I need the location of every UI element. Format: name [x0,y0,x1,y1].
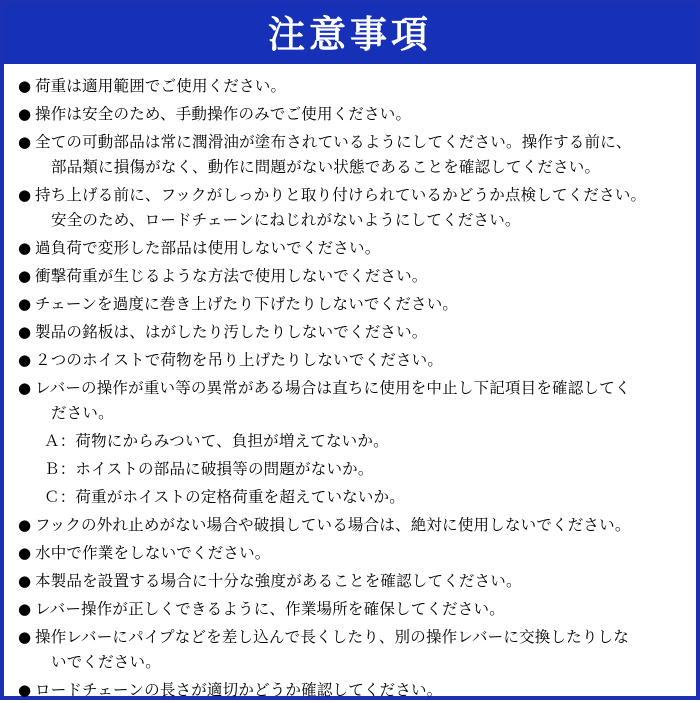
sub-list-item-text: Ａ：荷物にからみついて、負担が増えてないか。 [44,432,389,450]
list-item-line: 安全のため、ロードチェーンにねじれがないようにしてください。 [51,211,521,229]
list-item-text: チェーンを過度に巻き上げたり下げたりしないでください。 [35,295,459,313]
list-item [18,376,684,426]
bullet-icon: ● [18,600,32,618]
bullet-icon: ● [18,544,32,562]
page-header [4,4,696,64]
sub-list-item [18,457,684,482]
list-item [18,541,684,566]
list-item [18,625,684,675]
list-item [18,597,684,622]
list-item-text [35,130,684,180]
list-item-text [35,376,684,426]
bullet-icon: ● [18,572,32,590]
list-item-text: 衝撃荷重が生じるような方法で使用しないでください。 [35,267,428,285]
list-item-text: 水中で作業をしないでください。 [35,544,271,562]
list-item [18,236,684,261]
list-item-text: 荷重は適用範囲でご使用ください。 [35,77,287,95]
page-title: 注意事項 [268,12,432,56]
list-item [18,292,684,317]
list-item-line: いでください。 [51,653,161,671]
bullet-icon: ● [18,379,32,397]
sub-list-item-text: Ｂ：ホイストの部品に破損等の問題がないか。 [44,460,374,478]
list-item-line: 部品類に損傷がなく、動作に問題がない状態であることを確認してください。 [51,158,601,176]
bullet-icon: ● [18,351,32,369]
list-item [18,678,684,703]
list-item [18,183,684,233]
list-item-text [35,183,684,233]
sub-list-item-text: Ｃ：荷重がホイストの定格荷重を超えていないか。 [44,488,405,506]
bullet-icon: ● [18,628,32,646]
list-item [18,74,684,99]
bullet-icon: ● [18,133,32,151]
list-item-text [35,625,684,675]
bullet-icon: ● [18,516,32,534]
bullet-icon: ● [18,77,32,95]
notice-body [4,64,696,703]
bullet-icon: ● [18,295,32,313]
list-item [18,320,684,345]
bullet-icon: ● [18,267,32,285]
list-item [18,264,684,289]
list-item [18,569,684,594]
list-item-text: フックの外れ止めがない場合や破損している場合は、絶対に使用しないでください。 [35,516,631,534]
list-item-line: 持ち上げる前に、フックがしっかりと取り付けられているかどうか点検してください。 [35,186,647,204]
list-item-text: レバー操作が正しくできるように、作業場所を確保してください。 [35,600,505,618]
list-item-line: ださい。 [51,404,114,422]
sub-list-item [18,485,684,510]
list-item [18,513,684,538]
list-item-line: レバーの操作が重い等の異常がある場合は直ちに使用を中止し下記項目を確認してく [35,379,631,397]
list-item-text: ロードチェーンの長さが適切かどうか確認してください。 [35,681,443,699]
list-item-line: 全ての可動部品は常に潤滑油が塗布されているようにしてください。操作する前に、 [35,133,632,151]
list-item [18,348,684,373]
list-item [18,102,684,127]
bullet-icon: ● [18,681,32,699]
list-item [18,130,684,180]
list-item-text: 本製品を設置する場合に十分な強度があることを確認してください。 [35,572,522,590]
sub-list-item [18,429,684,454]
list-item-text: 操作は安全のため、手動操作のみでご使用ください。 [35,105,412,123]
list-item-text: ２つのホイストで荷物を吊り上げたりしないでください。 [35,351,444,369]
bullet-icon: ● [18,105,32,123]
bullet-icon: ● [18,239,32,257]
list-item-text: 過負荷で変形した部品は使用しないでください。 [35,239,381,257]
list-item-text: 製品の銘板は、はがしたり汚したりしないでください。 [35,323,428,341]
bullet-icon: ● [18,323,32,341]
bullet-icon: ● [18,186,32,204]
list-item-line: 操作レバーにパイプなどを差し込んで長くしたり、別の操作レバーに交換したりしな [35,628,629,646]
